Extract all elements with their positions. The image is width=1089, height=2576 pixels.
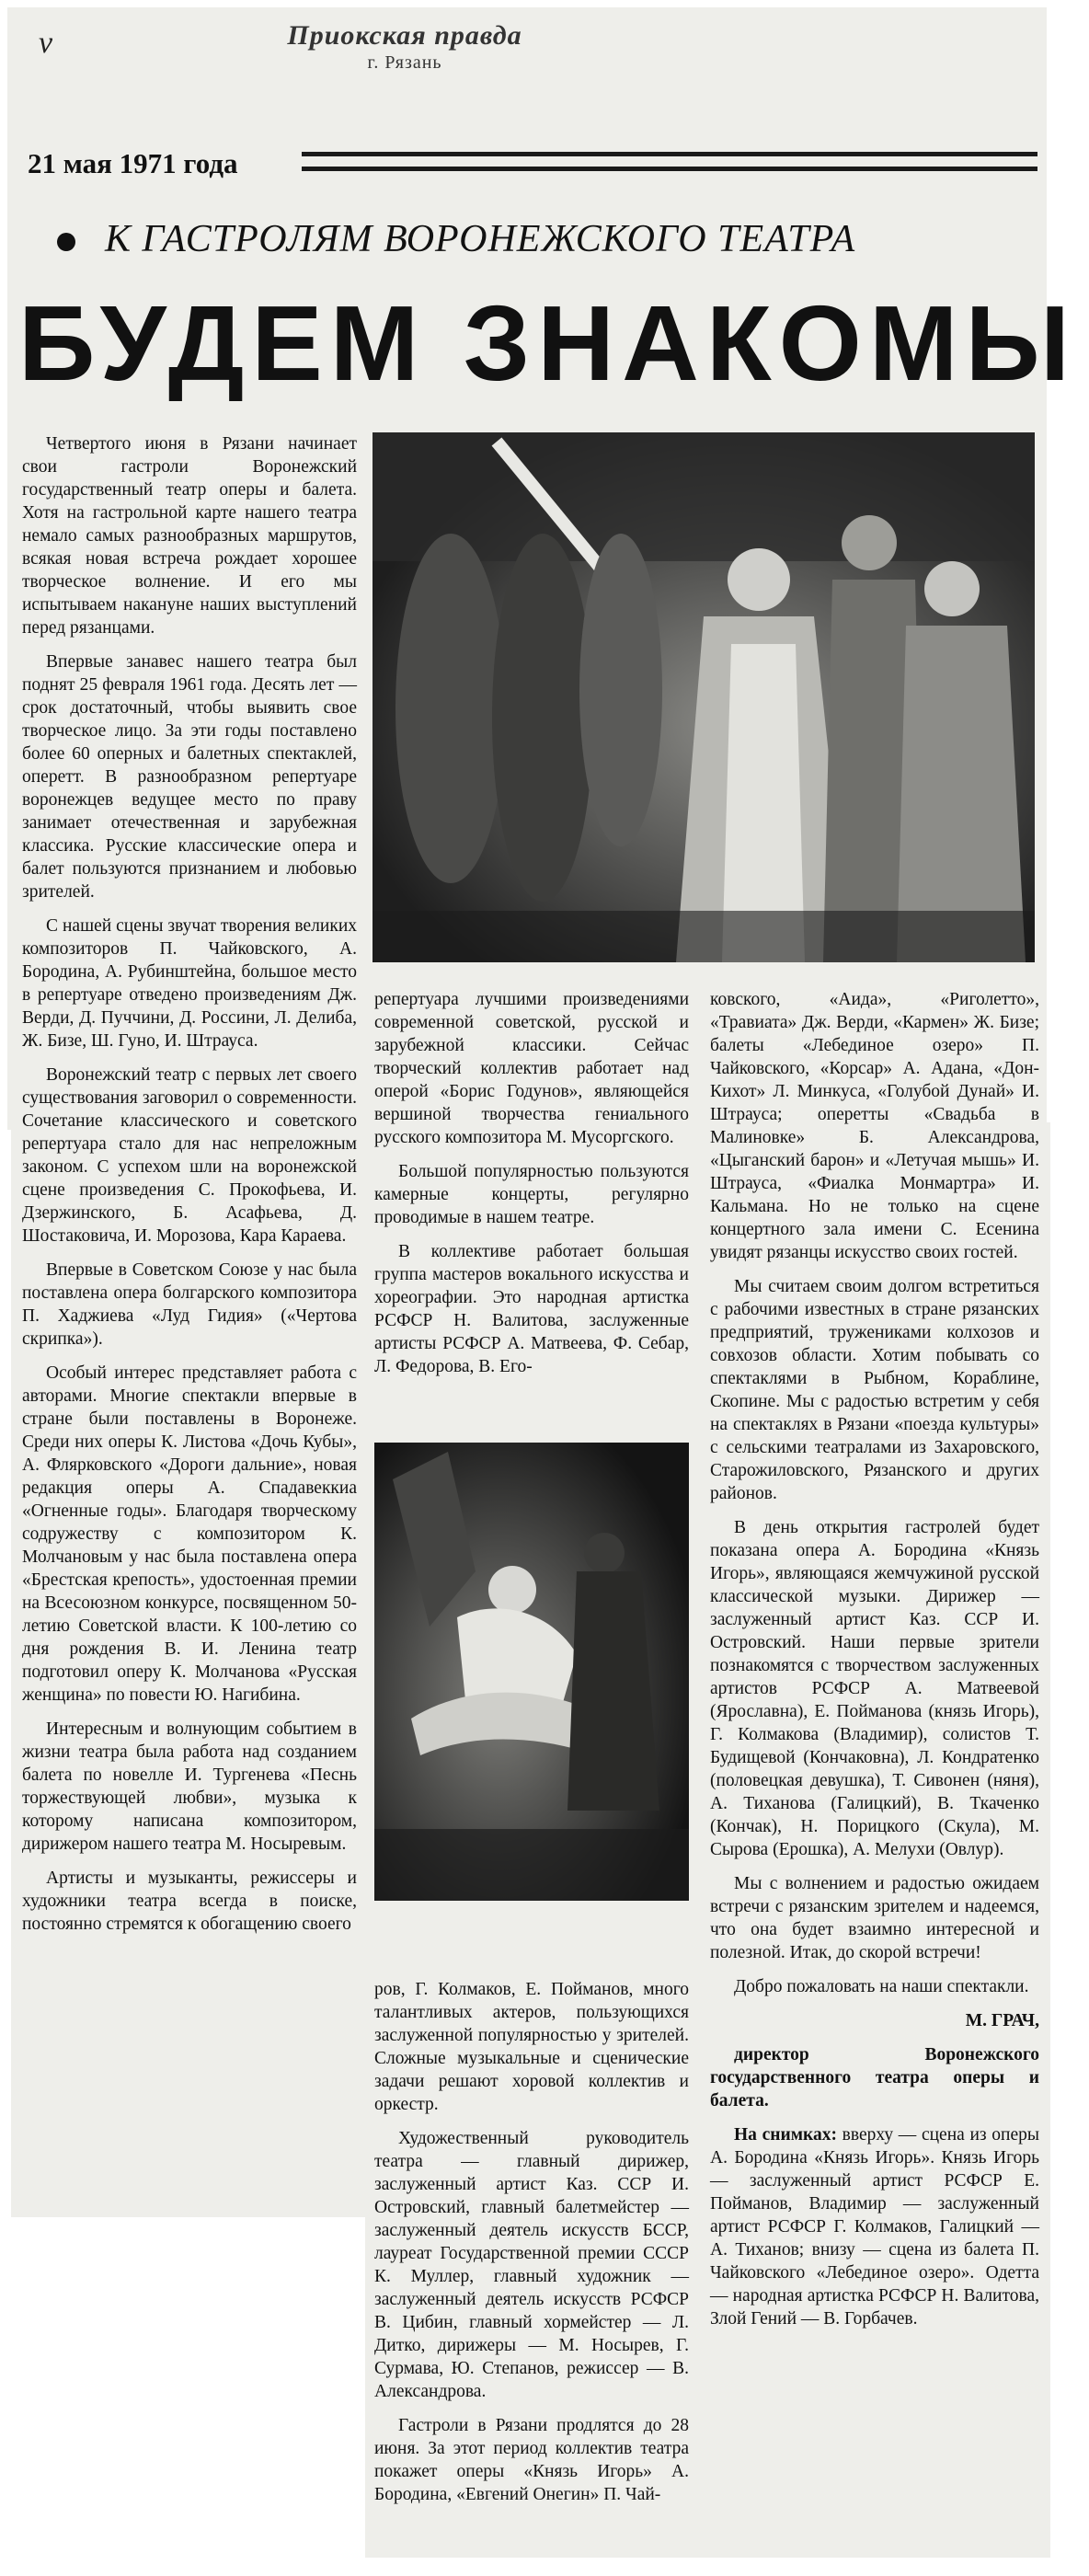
col2-paragraph: ров, Г. Колмаков, Е. Пойманов, много талантливых актеров, пользующихся заслуженной популярностью у зрителей. Сложные музыкальные и сценические задачи решают хоровой коллектив и оркестр. (374, 1980, 689, 2114)
signature-title (710, 2043, 1039, 2112)
photo-caption (710, 2123, 1039, 2330)
caption-text: вверху — сцена из оперы А. Бородина «Князь Игорь». Князь Игорь — заслуженный артист РСФСР Е. Пойманов, Владимир — заслуженный артист РСФСР Г. Колмаков, Галицкий — А. Тиханов; внизу — сцена из балета П. Чайковского «Лебединое озеро». Одетта — народная артистка РСФСР Н. Валитова, Злой Гений — В. Горбачев. (710, 2125, 1039, 2329)
photo-ballet-drawing (374, 1443, 689, 1901)
col1-paragraph: Интересным и волнующим событием в жизни театра была работа над созданием балета по новелле И. Тургенева «Песнь торжествующей любви», музыка к которому написана композитором, дирижером нашего театра М. Носыревым. (22, 1719, 357, 1854)
newspaper-city: г. Рязань (367, 52, 442, 73)
col2-paragraph: Художественный руководитель театра — главный дирижер, заслуженный артист Каз. ССР И. Островский, главный балетмейстер — заслуженный деятель искусств БССР, лауреат Государственной премии СССР К. Муллер, главный художник — заслуженный деятель искусств РСФСР В. Цибин, главный хормейстер — Л. Дитко, дирижеры — М. Носырев, Г. Сурмава, Ю. Степанов, режиссер — В. Александрова. (374, 2129, 689, 2401)
col2-paragraph: В коллективе работает большая группа мастеров вокального искусства и хореографии. Это народная артистка РСФСР Н. Валитова, заслуженные артисты РСФСР А. Матвеева, Ф. Себар, Л. Федорова, В. Его- (374, 1242, 689, 1376)
newspaper-stamp (248, 20, 561, 74)
article-column-2-bottom (374, 1978, 689, 2517)
photo-opera-drawing (373, 432, 1035, 962)
photo-opera-prince-igor (373, 432, 1035, 962)
col2-paragraph: Большой популярностью пользуются камерные концерты, регулярно проводимые в нашем театре. (374, 1162, 689, 1227)
article-column-2-top (374, 988, 689, 1389)
kicker-text: К ГАСТРОЛЯМ ВОРОНЕЖСКОГО ТЕАТРА (105, 218, 856, 260)
col1-paragraph: Впервые занавес нашего театра был поднят 25 февраля 1961 года. Десять лет — срок достаточный, чтобы выявить свое творческое лицо. За эти годы поставлено более 60 оперных и балетных спектаклей, оперетт. В разнообразном репертуаре воронежцев ведущее место по праву занимает отечественная и зарубежная классика. Русские классические опера и балет пользуются признанием и любовью зрителей. (22, 652, 357, 902)
article-column-1 (22, 432, 357, 1947)
col2-paragraph: репертуара лучшими произведениями современной советской, русской и зарубежной классики. Сейчас творческий коллектив работает над оперой «Борис Годунов», являющейся вершиной творчества гениального русского композитора М. Мусоргского. (374, 990, 689, 1147)
col1-paragraph: Особый интерес представляет работа с авторами. Многие спектакли впервые в стране были поставлены в Воронеже. Среди них оперы К. Листова «Дочь Кубы», А. Флярковского «Дороги дальние», новая редакция оперы А. Спадавеккиа «Огненные годы». Благодаря творческому содружеству с композитором К. Молчановым у нас была поставлена опера «Брестская крепость», удостоенная премии на Всесоюзном конкурсе, посвященном 50-летию Советской власти. К 100-летию со дня рождения В. И. Ленина театр подготовил оперу К. Молчанова «Русская женщина» по повести Ю. Нагибина. (22, 1363, 357, 1705)
col1-paragraph: С нашей сцены звучат творения великих композиторов П. Чайковского, А. Бородина, А. Рубинштейна, большое место в репертуаре отведено произведениям Дж. Верди, Д. Пуччини, Д. Россини, Л. Делиба, Ж. Бизе, Ш. Гуно, И. Штрауса. (22, 916, 357, 1051)
signature-title-text: директор Воронежского государственного театра оперы и балета. (710, 2045, 1039, 2110)
col1-paragraph: Четвертого июня в Рязани начинает свои гастроли Воронежский государственный театр оперы и балета. Хотя на гастрольной карте нашего театра немало самых разнообразных маршрутов, всякая новая встреча рождает хорошее творческое волнение. И его мы испытываем накануне наших выступлений перед рязанцами. (22, 434, 357, 638)
col3-paragraph: В день открытия гастролей будет показана опера А. Бородина «Князь Игорь», являющаяся жемчужиной русской классической музыки. Дирижер — заслуженный артист Каз. ССР И. Островский. Наши первые зрители познакомятся с творчеством заслуженных артистов РСФСР А. Матвеевой (Ярославна), Е. Пойманова (князь Игорь), Г. Колмакова (Владимир), солистов Т. Будищевой (Кончаковна), Л. Кондратенко (половецкая девушка), Т. Сивонен (няня), А. Тиханова (Галицкий), В. Ткаченко (Кончак), Н. Порицкого (Скула), М. Сырова (Ерошка), А. Мелухи (Овлур). (710, 1518, 1039, 1859)
corner-mark: v (39, 26, 53, 60)
col1-paragraph: Впервые в Советском Союзе у нас была поставлена опера болгарского композитора П. Хаджиева «Луд Гидия» («Чертова скрипка»). (22, 1260, 357, 1349)
article-column-3 (710, 988, 1039, 2341)
date-rule-top (302, 152, 1037, 156)
col2-paragraph: Гастроли в Рязани продлятся до 28 июня. За этот период коллектив театра покажет оперы «Князь Игорь» А. Бородина, «Евгений Онегин» П. Чай- (374, 2416, 689, 2504)
col3-paragraph: Мы считаем своим долгом встретиться с рабочими известных в стране рязанских предприятий, тружениками колхозов и совхозов области. Хотим побывать со спектаклями в Рыбном, Кораблине, Скопине. Мы с радостью встретим у себя на спектаклях в Рязани «поезда культуры» с сельскими театралами из Захаровского, Старожиловского, Рязанского и других районов. (710, 1277, 1039, 1503)
caption-label: На снимках: (734, 2125, 837, 2145)
newspaper-name: Приокская правда (287, 20, 522, 51)
col1-paragraph: Воронежский театр с первых лет своего существования заговорил о современности. Сочетание классического и советского репертуара стало для нас непреложным законом. С успехом шли на воронежской сцене произведения С. Прокофьева, И. Дзержинского, Б. Асафьева, Д. Шостаковича, И. Морозова, Кара Караева. (22, 1065, 357, 1246)
date-rule-bottom (302, 167, 1037, 171)
bullet-icon (57, 233, 75, 251)
signature-name: М. ГРАЧ, (965, 2011, 1039, 2030)
col3-paragraph: Добро пожаловать на наши спектакли. (734, 1977, 1029, 1996)
col3-paragraph: Мы с волнением и радостью ожидаем встречи с рязанским зрителем и надеемся, что она будет взаимно интересной и полезной. Итак, до скорой встречи! (710, 1874, 1039, 1962)
col3-paragraph: ковского, «Аида», «Риголетто», «Травиата» Дж. Верди, «Кармен» Ж. Бизе; балеты «Лебединое озеро» П. Чайковского, «Корсар» А. Адана, «Дон-Кихот» Л. Минкуса, «Голубой Дунай» И. Штрауса; оперетты «Свадьба в Малиновке» Б. Александрова, «Цыганский барон» и «Летучая мышь» И. Штрауса, «Фиалка Монмартра» И. Кальмана. Но не только на сцене концертного зала имени С. Есенина увидят рязанцы искусство своих гостей. (710, 990, 1039, 1262)
article-kicker (57, 217, 855, 261)
col1-paragraph: Артисты и музыканты, режиссеры и художники театра всегда в поиске, постоянно стремятся к обогащению своего (22, 1869, 357, 1934)
article-headline: БУДЕМ ЗНАКОМЫ (18, 283, 1078, 403)
photo-ballet-swan-lake (374, 1443, 689, 1901)
issue-date: 21 мая 1971 года (28, 147, 238, 179)
